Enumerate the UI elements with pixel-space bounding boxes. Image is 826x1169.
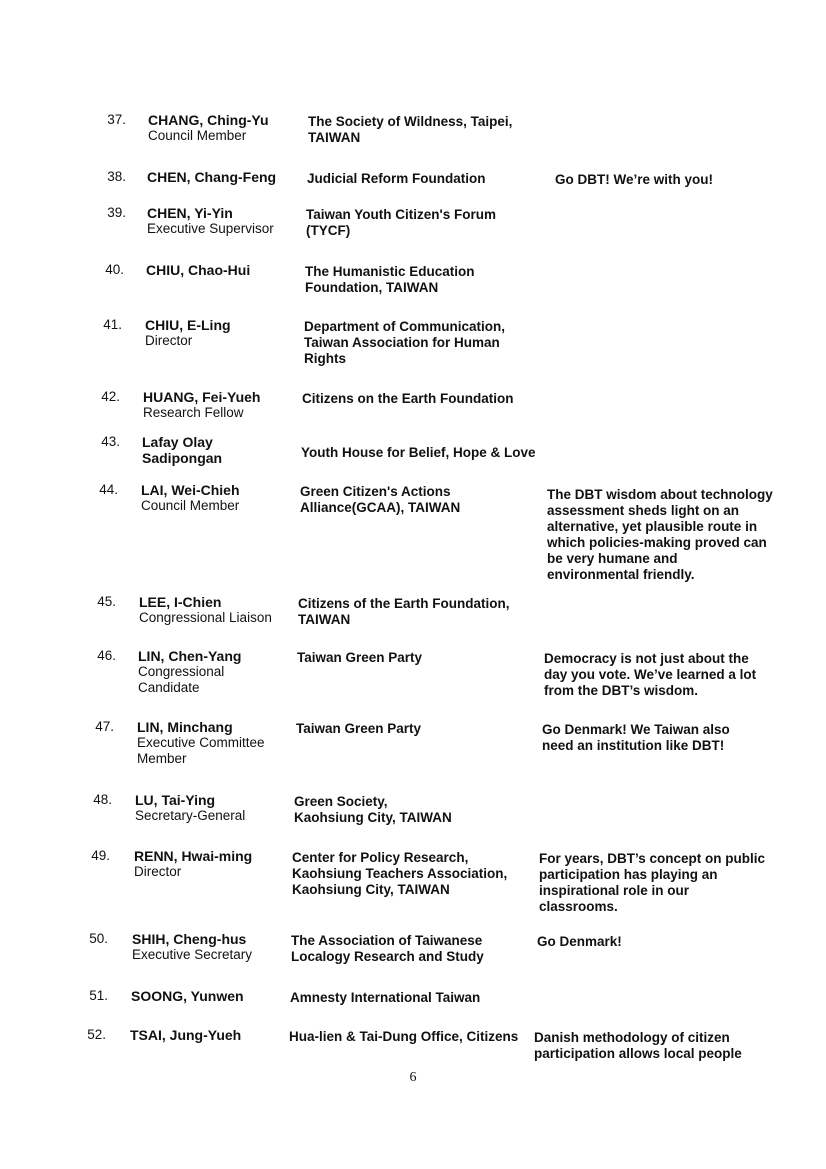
entry-number: 52. <box>87 1027 106 1042</box>
participant <box>139 594 299 626</box>
organization: Taiwan Youth Citizen's Forum (TYCF) <box>306 207 496 238</box>
organization: Green Society, Kaohsiung City, TAIWAN <box>294 794 452 825</box>
comment: Democracy is not just about the day you vote. We’ve learned a lot from the DBT’s wisdom. <box>544 651 757 698</box>
entry-number: 50. <box>89 931 108 946</box>
entry-number: 49. <box>91 848 110 863</box>
participant-title: Council Member <box>141 498 240 513</box>
entry-number: 45. <box>97 594 116 609</box>
organization: Hua-lien & Tai-Dung Office, Citizens <box>289 1029 519 1044</box>
comment: For years, DBT’s concept on public participation has playing an inspirational role in our classrooms. <box>539 851 766 914</box>
organization: Judicial Reform Foundation <box>307 171 486 186</box>
entry-number: 42. <box>101 389 120 404</box>
participant-title: Research Fellow <box>143 405 244 420</box>
organization: Taiwan Green Party <box>297 650 423 665</box>
participant <box>134 848 294 880</box>
participant-title: Council Member <box>148 128 247 143</box>
participant-title: Congressional Liaison <box>139 610 272 625</box>
organization: Green Citizen's Actions Alliance(GCAA), TAIWAN <box>300 484 461 515</box>
participant <box>147 169 307 185</box>
participant-name: CHANG, Ching-Yu <box>148 112 269 128</box>
participant-name: SHIH, Cheng-hus <box>132 931 247 947</box>
participant-title: Executive Committee Member <box>137 735 265 766</box>
entry-number: 47. <box>95 719 114 734</box>
participant <box>138 648 298 696</box>
organization: The Society of Wildness, Taipei, TAIWAN <box>308 114 513 145</box>
participant-name: LU, Tai-Ying <box>135 792 216 808</box>
participant-name: LIN, Chen-Yang <box>138 648 242 664</box>
participant-name: SOONG, Yunwen <box>131 988 244 1004</box>
participant-name: CHEN, Yi-Yin <box>147 205 233 221</box>
entry-number: 46. <box>97 648 116 663</box>
page-number: 6 <box>409 1070 417 1085</box>
entry-number: 41. <box>103 317 122 332</box>
participant <box>137 719 297 767</box>
participant-name: TSAI, Jung-Yueh <box>130 1027 242 1043</box>
comment: The DBT wisdom about technology assessment sheds light on an alternative, yet plausible route in which policies-making proved can be very humane and environmental friendly. <box>547 487 773 582</box>
participant <box>142 434 302 466</box>
participant-name: HUANG, Fei-Yueh <box>143 389 261 405</box>
comment: Danish methodology of citizen participation allows local people <box>534 1030 742 1061</box>
participant <box>135 792 295 824</box>
entry-number: 40. <box>105 262 124 277</box>
participant <box>143 389 303 421</box>
participant-name: LAI, Wei-Chieh <box>141 482 240 498</box>
entry-number: 51. <box>89 988 108 1003</box>
organization: Citizens of the Earth Foundation, TAIWAN <box>298 596 510 627</box>
participant-name: CHIU, E-Ling <box>145 317 231 333</box>
participant <box>146 262 306 278</box>
participant-title: Executive Supervisor <box>147 221 274 236</box>
participant <box>145 317 305 349</box>
participant-title: Secretary-General <box>135 808 246 823</box>
participant-title: Director <box>145 333 193 348</box>
participant-title: Director <box>134 864 182 879</box>
entry-number: 39. <box>107 205 126 220</box>
participant <box>132 931 292 963</box>
organization: Amnesty International Taiwan <box>290 990 481 1005</box>
participant-title: Congressional Candidate <box>138 664 225 695</box>
comment: Go Denmark! <box>537 934 622 949</box>
entry-number: 44. <box>99 482 118 497</box>
participant-name: Lafay Olay Sadipongan <box>142 434 223 466</box>
participant <box>130 1027 290 1043</box>
organization: Youth House for Belief, Hope & Love <box>301 445 536 460</box>
participant <box>147 205 307 237</box>
organization: The Association of Taiwanese Localogy Research and Study <box>291 933 484 964</box>
comment: Go DBT! We’re with you! <box>555 172 713 187</box>
participant <box>148 112 308 144</box>
comment: Go Denmark! We Taiwan also need an institution like DBT! <box>542 722 730 753</box>
entry-number: 48. <box>93 792 112 807</box>
participant <box>131 988 291 1004</box>
participant-title: Executive Secretary <box>132 947 253 962</box>
participant-name: CHIU, Chao-Hui <box>146 262 251 278</box>
entry-number: 38. <box>107 169 126 184</box>
organization: Department of Communication, Taiwan Association for Human Rights <box>304 319 506 366</box>
participant-name: LIN, Minchang <box>137 719 233 735</box>
organization: Citizens on the Earth Foundation <box>302 391 514 406</box>
entry-number: 43. <box>101 434 120 449</box>
participant-name: CHEN, Chang-Feng <box>147 169 277 185</box>
organization: The Humanistic Education Foundation, TAIWAN <box>305 264 475 295</box>
entry-number: 37. <box>107 112 126 127</box>
participant-name: RENN, Hwai-ming <box>134 848 253 864</box>
participant-name: LEE, I-Chien <box>139 594 222 610</box>
organization: Center for Policy Research, Kaohsiung Teachers Association, Kaohsiung City, TAIWAN <box>292 850 508 897</box>
organization: Taiwan Green Party <box>296 721 422 736</box>
participant <box>141 482 301 514</box>
